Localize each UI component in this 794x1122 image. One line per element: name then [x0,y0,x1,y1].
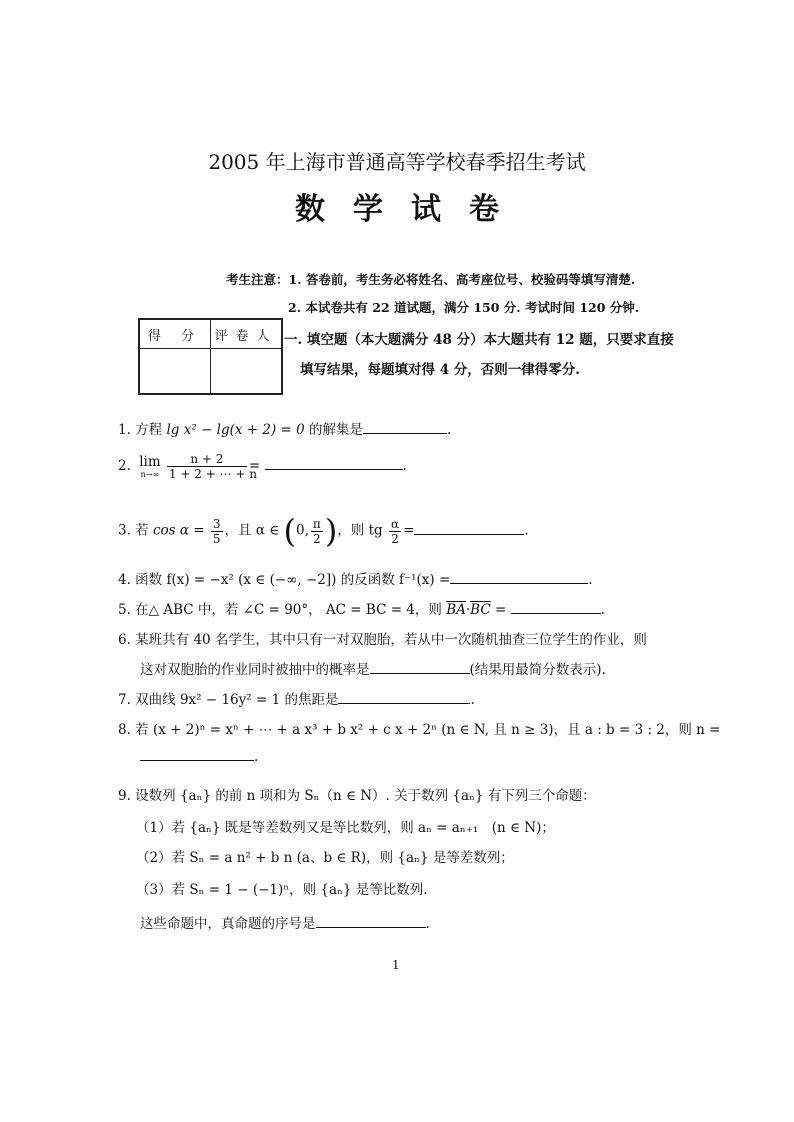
q3-mid: ，且 α ∈ [224,522,280,539]
q2-limit [139,454,160,479]
q2-denominator: 1 + 2 + ⋯ + n [168,467,257,481]
q4-answer-blank[interactable] [450,571,588,584]
q1-answer-blank[interactable] [363,421,447,434]
q3-prefix: 3. 若 [118,522,149,539]
grader-header: 评卷人 [211,319,283,349]
q1-suffix: 的解集是 [309,422,364,438]
q2-lim: lim [139,454,161,470]
q3-alpha-fraction [389,517,401,546]
q3-two-b: 2 [391,531,399,546]
q7-text: 7. 双曲线 9x² − 16y² = 1 的焦距是 [118,692,339,708]
q3-pi: π [312,516,321,531]
q3-close-paren: ) [324,512,338,550]
q1-prefix: 1. 方程 [118,422,163,438]
question-6-line-2 [140,658,606,678]
exam-subtitle: 数学试卷 [295,192,527,227]
question-9-statement-2: （2）若 Sₙ = a n² + b n (a、b ∈ R)，则 {aₙ} 是等差数列； [136,850,514,866]
q9-answer-blank[interactable] [316,915,426,928]
question-7: 7. 双曲线 9x² − 16y² = 1 的焦距是 . [118,692,475,708]
q3-numerator: 3 [212,516,221,531]
question-4: 4. 函数 f(x) = −x² (x ∈ (−∞, −2]) 的反函数 f⁻¹(x) = . [118,572,593,588]
question-5: 5. 在△ ABC 中，若 ∠C = 90°， AC = BC = 4，则 $\overline{BA}\cdot\overline{BC}$ = . [118,602,605,618]
q8-answer-blank[interactable] [140,748,254,761]
q5-prefix: 5. 在△ ABC 中，若 ∠C = 90°， AC = BC = 4，则 [118,602,442,618]
q3-two: 2 [313,531,321,546]
score-header: 得 分 [139,319,211,349]
q2-numerator: n + 2 [167,452,247,467]
q9-end-text: 这些命题中，真命题的序号是 [140,916,316,932]
notice-line-1: 考生注意：1. 答卷前，考生务必将姓名、高考座位号、校验码等填写清楚. [226,272,636,287]
section-heading-line-2: 填写结果，每题填对得 4 分，否则一律得零分. [300,362,580,378]
q3-fraction [211,517,223,546]
q3-open-paren: ( [283,512,297,550]
q2-fraction [167,452,257,481]
q2-answer-blank[interactable] [265,457,403,470]
grader-cell [211,349,283,395]
q5-equals: = [494,602,507,618]
score-cell [139,349,211,395]
question-9-line-1: 9. 设数列 {aₙ} 的前 n 项和为 Sₙ（n ∈ N）. 关于数列 {aₙ} 有下列三个命题： [118,788,596,804]
q5-answer-blank[interactable] [511,601,601,614]
exam-title: 2005 年上海市普通高等学校春季招生考试 [208,150,586,174]
page-number: 1 [392,958,400,972]
q2-prefix: 2. [118,458,131,474]
q4-text: 4. 函数 f(x) = −x² (x ∈ (−∞, −2]) 的反函数 f⁻¹(x) = [118,572,451,588]
q3-denominator: 5 [212,531,221,546]
q3-alpha: α [390,516,400,531]
q1-expression: lg x² − lg(x + 2) = 0 [166,422,305,438]
question-9-conclusion: 这些命题中，真命题的序号是 . [140,916,430,932]
q6-answer-blank[interactable] [370,661,470,674]
q6-prefix: 这对双胞胎的作业同时被抽中的概率是 [140,662,370,678]
score-table [138,318,283,395]
question-9-statement-3: （3）若 Sₙ = 1 − (−1)ⁿ，则 {aₙ} 是等比数列. [136,882,428,898]
question-3: 3. 若 cos α = $\frac{3}{5}$ ，且 α ∈ (0, $\frac{\pi}{2}$ )，则 tg $\frac{\alpha}{2}$ = . [118,512,529,550]
q3-then: ，则 tg [337,522,383,539]
question-8-line-1: 8. 若 (x + 2)ⁿ = xⁿ + ⋯ + a x³ + b x² + c x + 2ⁿ (n ∈ N, 且 n ≥ 3)，且 a : b = 3 : 2，则 n = [118,722,721,738]
q5-dot: · [465,602,471,618]
q5-vector-bc: $\overline{BC}$ [470,602,491,618]
question-8-line-2: . [140,748,258,765]
notice-line-2: 2. 本试卷共有 22 道试题，满分 150 分. 考试时间 120 分钟. [288,300,640,315]
q7-answer-blank[interactable] [338,691,470,704]
question-9-statement-1: （1）若 {aₙ} 既是等差数列又是等比数列，则 aₙ = aₙ₊₁ (n ∈ N)； [136,820,555,836]
question-2: 2. lim n→∞ $\frac{n + 2}{1 + 2 + \cdots + n}$ = . [118,452,407,481]
q2-lim-sub: n→∞ [140,470,160,479]
q5-vector-ba: $\overline{BA}$ [446,602,466,618]
q3-equals: = [403,522,415,539]
q3-answer-blank[interactable] [414,522,524,535]
q3-interval-start: 0, [296,522,309,539]
q6-suffix: (结果用最简分数表示). [469,662,606,678]
q3-cos: cos α = [152,522,205,539]
q3-pi-fraction [311,517,323,546]
section-heading-line-1: 一. 填空题（本大题满分 48 分）本大题共有 12 题，只要求直接 [284,332,674,348]
question-1: 1. 方程 lg x² − lg(x + 2) = 0 的解集是 . [118,422,452,438]
question-6-line-1: 6. 某班共有 40 名学生，其中只有一对双胞胎，若从中一次随机抽查三位学生的作业，则 [118,632,647,648]
